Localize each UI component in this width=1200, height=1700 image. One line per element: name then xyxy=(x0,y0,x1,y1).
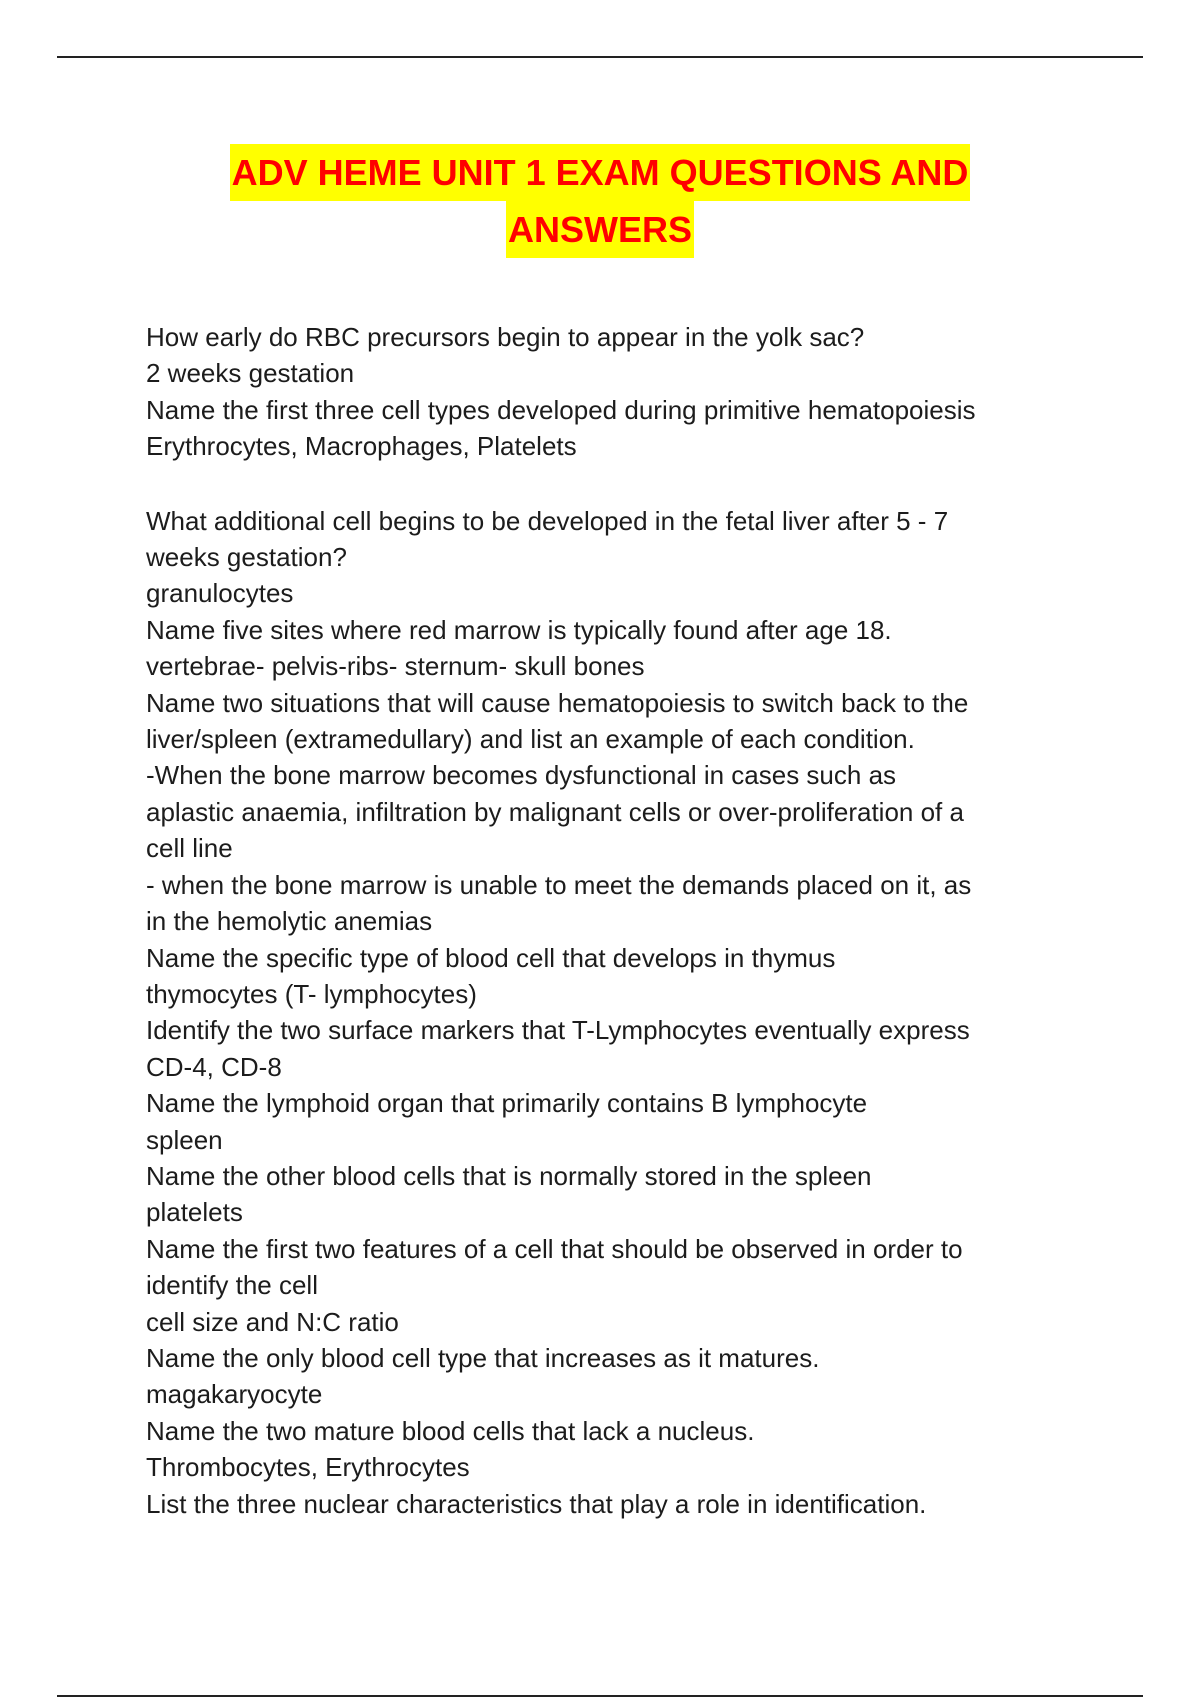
text-line: identify the cell xyxy=(146,1270,318,1301)
title-line-2: ANSWERS xyxy=(506,201,694,258)
text-line: CD-4, CD-8 xyxy=(146,1051,282,1082)
paragraph-gap xyxy=(146,465,1076,503)
text-line: weeks gestation? xyxy=(146,542,347,573)
text-line: in the hemolytic anemias xyxy=(146,906,433,937)
top-rule xyxy=(57,56,1143,58)
text-line: liver/spleen (extramedullary) and list an example of each condition. xyxy=(146,724,915,755)
text-line: Name the lymphoid organ that primarily contains B lymphocyte xyxy=(146,1088,868,1119)
text-line: thymocytes (T- lymphocytes) xyxy=(146,978,477,1009)
qa-content xyxy=(146,319,1076,1522)
text-line: Name the two mature blood cells that lack a nucleus. xyxy=(146,1415,755,1446)
text-line: How early do RBC precursors begin to appear in the yolk sac? xyxy=(146,322,865,352)
text-line: granulocytes xyxy=(146,578,294,609)
title-line-1: ADV HEME UNIT 1 EXAM QUESTIONS AND xyxy=(230,144,971,201)
text-line: Name the specific type of blood cell that develops in thymus xyxy=(146,942,836,973)
document-title xyxy=(0,144,1200,258)
text-line: Erythrocytes, Macrophages, Platelets xyxy=(146,431,577,462)
text-line: -When the bone marrow becomes dysfunctional in cases such as xyxy=(146,760,897,791)
text-line: cell size and N:C ratio xyxy=(146,1306,399,1337)
text-line: Thrombocytes, Erythrocytes xyxy=(146,1452,470,1483)
text-line: spleen xyxy=(146,1124,223,1155)
text-line: What additional cell begins to be developed in the fetal liver after 5 - 7 xyxy=(146,505,949,536)
text-line: List the three nuclear characteristics that play a role in identification. xyxy=(146,1488,927,1519)
text-line: Name two situations that will cause hematopoiesis to switch back to the xyxy=(146,687,969,718)
text-line: - when the bone marrow is unable to meet the demands placed on it, as xyxy=(146,869,972,900)
text-line: vertebrae- pelvis-ribs- sternum- skull bones xyxy=(146,651,645,682)
text-line: 2 weeks gestation xyxy=(146,358,355,389)
text-line: Name the only blood cell type that increases as it matures. xyxy=(146,1342,820,1373)
text-line: platelets xyxy=(146,1197,243,1228)
text-line: aplastic anaemia, infiltration by malignant cells or over-proliferation of a xyxy=(146,796,964,827)
text-line: Identify the two surface markers that T-Lymphocytes eventually express xyxy=(146,1015,970,1046)
text-line: Name the first two features of a cell that should be observed in order to xyxy=(146,1233,963,1264)
text-line: Name the other blood cells that is normally stored in the spleen xyxy=(146,1160,872,1191)
text-line: cell line xyxy=(146,833,233,864)
bottom-rule xyxy=(57,1695,1143,1697)
text-line: magakaryocyte xyxy=(146,1379,323,1410)
text-line: Name five sites where red marrow is typically found after age 18. xyxy=(146,614,892,645)
text-line: Name the first three cell types developed during primitive hematopoiesis xyxy=(146,394,976,425)
